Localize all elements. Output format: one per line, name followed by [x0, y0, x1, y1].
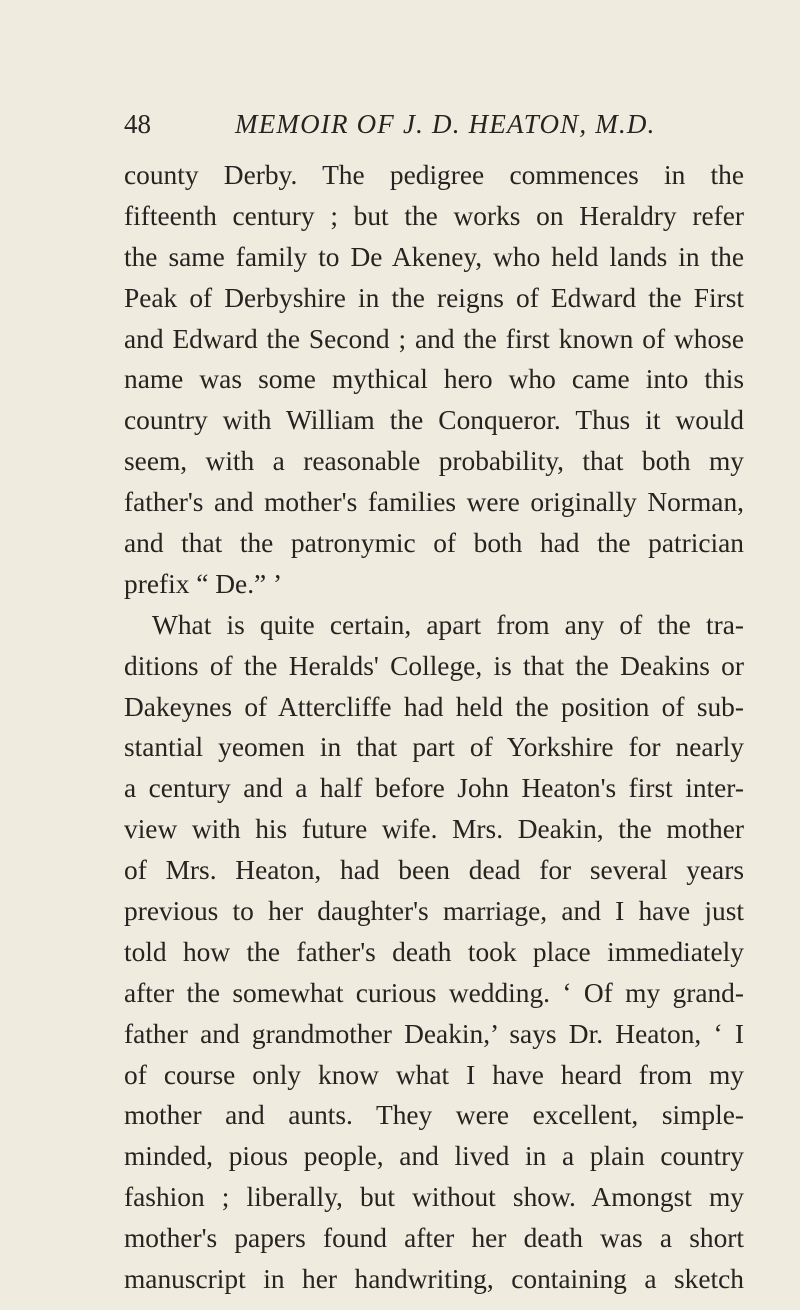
paragraph-start-line: What is quite certain, apart from any of the tra-	[152, 609, 744, 640]
text-line: mother's papers found after her death was a short	[124, 1223, 744, 1254]
text-line: fashion ; liberally, but without show. Amongst my	[124, 1182, 744, 1213]
body-text	[124, 155, 744, 1300]
page-header	[124, 104, 724, 144]
text-line: Peak of Derbyshire in the reigns of Edward the First	[124, 282, 744, 313]
text-line: a century and a half before John Heaton's first inter-	[124, 773, 744, 804]
text-line: Dakeynes of Attercliffe had held the position of sub-	[124, 691, 744, 722]
text-line: after the somewhat curious wedding. ‘ Of my grand-	[124, 977, 744, 1008]
text-line: of course only know what I have heard from my	[124, 1059, 744, 1090]
text-line: county Derby. The pedigree commences in the	[124, 160, 744, 190]
text-line: previous to her daughter's marriage, and I have just	[124, 896, 744, 927]
text-line: father's and mother's families were originally Norman,	[124, 487, 744, 518]
text-line: mother and aunts. They were excellent, simple-	[124, 1100, 744, 1131]
text-line: of Mrs. Heaton, had been dead for several years	[124, 855, 744, 886]
text-line: manuscript in her handwriting, containing a sketch	[124, 1264, 744, 1295]
text-line: name was some mythical hero who came into this	[124, 364, 744, 395]
text-line: father and grandmother Deakin,’ says Dr. Heaton, ‘ I	[124, 1018, 744, 1049]
text-line: fifteenth century ; but the works on Heraldry refer	[124, 200, 744, 231]
text-line: country with William the Conqueror. Thus it would	[124, 405, 744, 436]
text-line: seem, with a reasonable probability, that both my	[124, 446, 744, 477]
text-line: the same family to De Akeney, who held lands in the	[124, 241, 744, 272]
text-line: and Edward the Second ; and the first known of whose	[124, 323, 744, 354]
text-line: ditions of the Heralds' College, is that the Deakins or	[124, 650, 744, 681]
page-number: 48	[124, 109, 151, 139]
running-title: MEMOIR OF J. D. HEATON, M.D.	[235, 109, 656, 139]
text-line: minded, pious people, and lived in a plain country	[124, 1141, 744, 1172]
text-line: told how the father's death took place immediately	[124, 936, 744, 967]
paragraph-end-line: prefix “ De.” ’	[124, 568, 283, 599]
text-line: stantial yeomen in that part of Yorkshire for nearly	[124, 732, 744, 763]
text-line: view with his future wife. Mrs. Deakin, the mother	[124, 814, 744, 845]
text-line: and that the patronymic of both had the patrician	[124, 528, 744, 559]
